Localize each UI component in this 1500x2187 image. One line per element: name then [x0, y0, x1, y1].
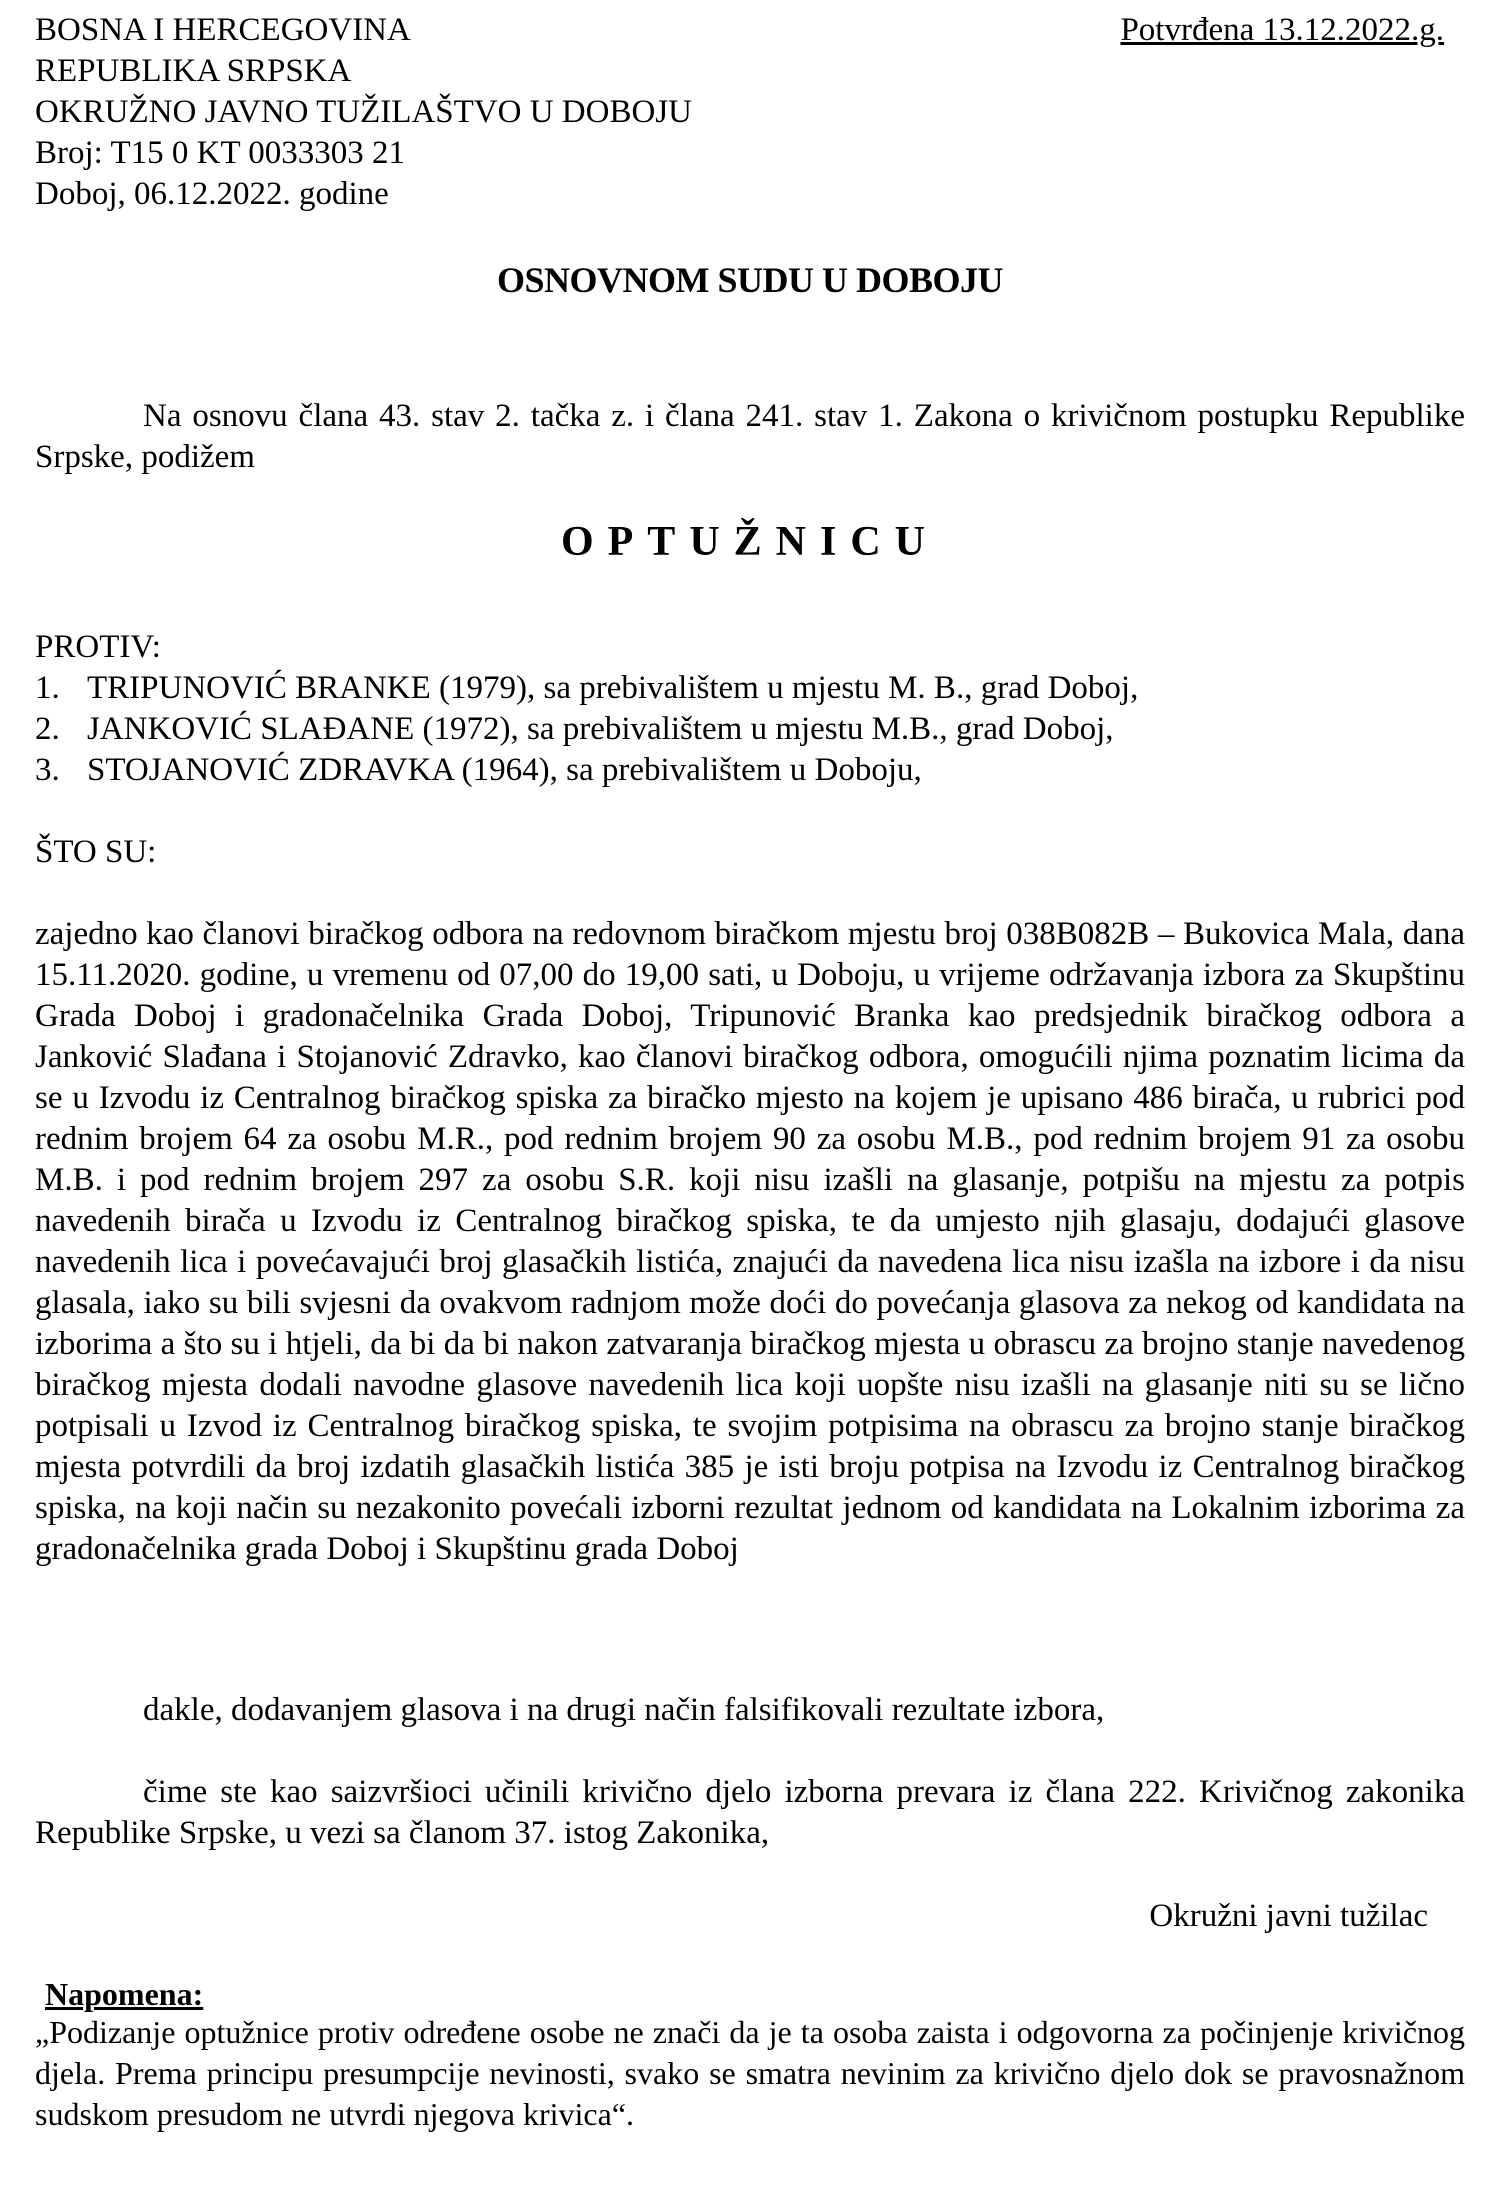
note-label: Napomena: — [45, 1976, 204, 2012]
defendant-number: 3. — [35, 752, 60, 788]
defendant-text: JANKOVIĆ SLAĐANE (1972), sa prebivalištem u mjestu M.B., grad Doboj, — [87, 711, 1114, 747]
note-text: „Podizanje optužnice protiv određene osobe ne znači da je ta osoba zaista i odgovorna za počinjenje krivičnog djela. Prema principu presumpcije nevinosti, svako se smatra nevinim za krivično djelo dok se pravosnažnom sudskom presudom ne utvrdi njegova krivica“. — [35, 2014, 1465, 2132]
letterhead-entity: REPUBLIKA SRPSKA — [35, 53, 352, 89]
defendant-number: 2. — [35, 711, 60, 747]
defendant-item — [35, 668, 1465, 709]
charges-label: ŠTO SU: — [35, 834, 157, 870]
charges-summary: dakle, dodavanjem glasova i na drugi način falsifikovali rezultate izbora, — [143, 1692, 1105, 1728]
defendants-list — [35, 668, 1465, 791]
defendant-text: STOJANOVIĆ ZDRAVKA (1964), sa prebivalištem u Doboju, — [87, 752, 922, 788]
defendant-item — [35, 750, 1465, 791]
defendant-text: TRIPUNOVIĆ BRANKE (1979), sa prebivalištem u mjestu M. B., grad Doboj, — [87, 670, 1139, 706]
legal-basis-paragraph: Na osnovu člana 43. stav 2. tačka z. i člana 241. stav 1. Zakona o krivičnom postupku Republike Srpske, podižem — [35, 398, 1465, 475]
letterhead-office: OKRUŽNO JAVNO TUŽILAŠTVO U DOBOJU — [35, 94, 692, 130]
letterhead-country: BOSNA I HERCEGOVINA — [35, 12, 411, 48]
confirmation-stamp: Potvrđena 13.12.2022.g. — [1120, 12, 1444, 48]
letterhead — [35, 10, 835, 215]
addressee-court: OSNOVNOM SUDU U DOBOJU — [496, 260, 1004, 300]
case-number: Broj: T15 0 KT 0033303 21 — [35, 135, 406, 171]
charges-description: zajedno kao članovi biračkog odbora na redovnom biračkom mjestu broj 038B082B – Bukovica Mala, dana 15.11.2020. godine, u vremenu od 07,00 do 19,00 sati, u Doboju, u vrijeme održavanja izbora za Skupštinu Grada Doboj i gradonačelnika Grada Doboj, Tripunović Branka kao predsjednik biračkog odbora a Janković Slađana i Stojanović Zdravko, kao članovi biračkog odbora, omogućili njima poznatim licima da se u Izvodu iz Centralnog biračkog spiska za biračko mjesto na kojem je upisano 486 birača, u rubrici pod rednim brojem 64 za osobu M.R., pod rednim brojem 90 za osobu M.B., pod rednim brojem 91 za osobu M.B. i pod rednim brojem 297 za osobu S.R. koji nisu izašli na glasanje, potpišu na mjestu za potpis navedenih birača u Izvodu iz Centralnog biračkog spiska, te da umjesto njih glasaju, dodajući glasove navedenih lica i povećavajući broj glasačkih listića, znajući da navedena lica nisu izašla na izbore i da nisu glasala, iako su bili svjesni da ovakvom radnjom može doći do povećanja glasova za nekog od kandidata na izborima a što su i htjeli, da bi da bi nakon zatvaranja biračkog mjesta u obrascu za brojno stanje navedenog biračkog mjesta dodali navodne glasove navedenih lica koji uopšte nisu izašli na glasanje niti su se lično potpisali u Izvod iz Centralnog biračkog spiska, te svojim potpisima na obrascu za brojno stanje biračkog mjesta potvrdili da broj izdatih glasačkih listića 385 je isti broju potpisa na Izvodu iz Centralnog biračkog spiska, na koji način su nezakonito povećali izborni rezultat jednom od kandidata na Lokalnim izborima za gradonačelnika grada Doboj i Skupštinu grada Doboj — [35, 916, 1465, 1567]
against-label: PROTIV: — [35, 629, 161, 665]
signature-prosecutor: Okružni javni tužilac — [1149, 1898, 1428, 1934]
document-date: Doboj, 06.12.2022. godine — [35, 176, 389, 212]
defendant-item — [35, 709, 1465, 750]
defendant-number: 1. — [35, 670, 60, 706]
offense-paragraph: čime ste kao saizvršioci učinili krivično djelo izborna prevara iz člana 222. Krivičnog zakonika Republike Srpske, u vezi sa članom 37. istog Zakonika, — [35, 1774, 1465, 1851]
document-title: OPTUŽNICU — [560, 519, 940, 565]
